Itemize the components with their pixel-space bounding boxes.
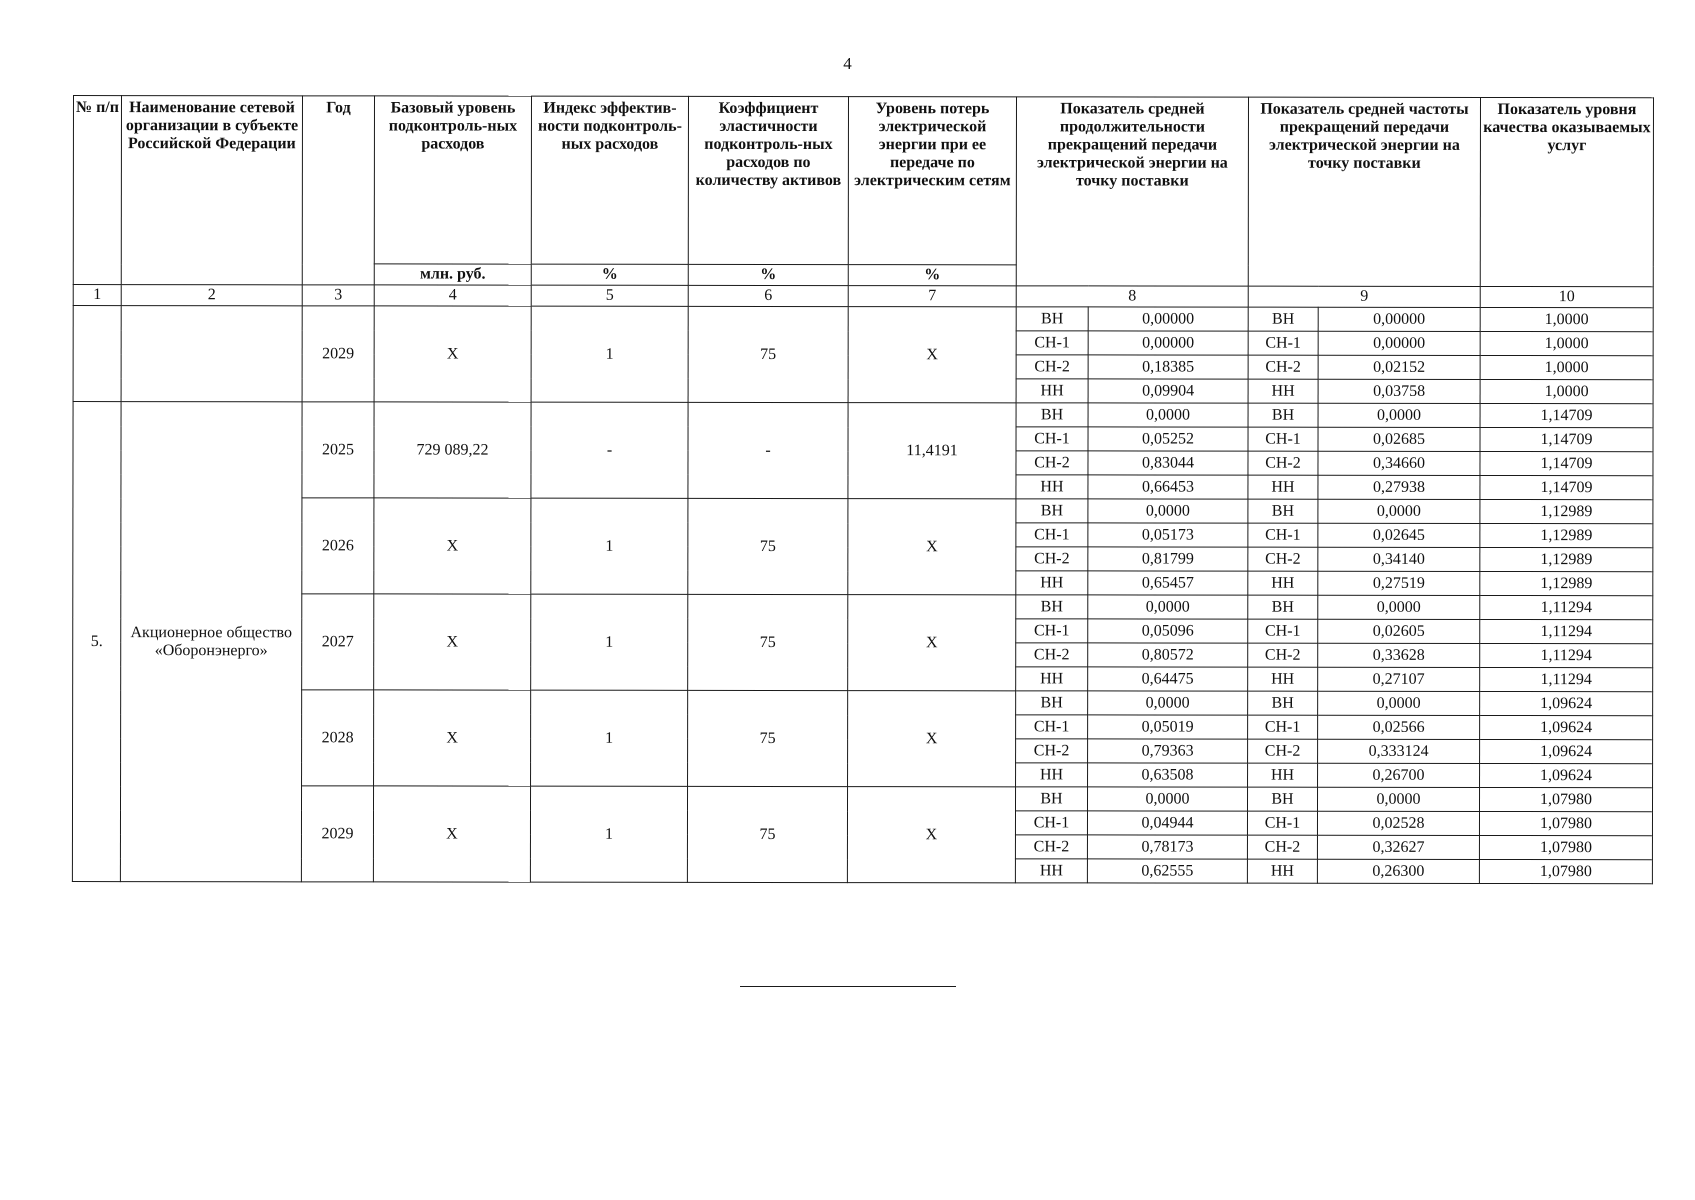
quality-value: 1,11294 [1480, 667, 1653, 691]
column-number: 8 [1016, 286, 1248, 307]
voltage-level: СН-2 [1248, 355, 1318, 379]
voltage-level: НН [1248, 571, 1318, 595]
voltage-level: СН-1 [1016, 427, 1088, 451]
efficiency-index-cell: 1 [530, 786, 687, 882]
voltage-level: СН-1 [1016, 331, 1088, 355]
year-cell: 2027 [302, 594, 374, 690]
duration-value: 0,0000 [1088, 403, 1248, 427]
voltage-level: СН-2 [1247, 835, 1317, 859]
efficiency-index-cell: 1 [531, 594, 688, 690]
duration-value: 0,09904 [1088, 379, 1248, 403]
year-cell: 2029 [301, 786, 373, 882]
duration-value: 0,80572 [1088, 643, 1248, 667]
table-row [73, 786, 1653, 812]
voltage-level: НН [1015, 859, 1087, 883]
frequency-value: 0,02685 [1318, 427, 1480, 451]
header-elasticity: Коэффициент эластичности подконтроль-ных расходов по количеству активов [688, 96, 848, 264]
voltage-level: СН-1 [1248, 619, 1318, 643]
losses-cell: X [848, 499, 1016, 595]
voltage-level: СН-2 [1248, 739, 1318, 763]
quality-value: 1,09624 [1480, 763, 1653, 787]
unit-efficiency-index: % [531, 264, 688, 285]
voltage-level: СН-1 [1015, 811, 1087, 835]
base-cost-cell: 729 089,22 [374, 402, 531, 498]
header-losses: Уровень потерь электрической энергии при ее передаче по электрическим сетям [848, 97, 1016, 265]
losses-cell: X [847, 787, 1015, 883]
quality-value: 1,11294 [1480, 643, 1653, 667]
voltage-level: СН-2 [1016, 451, 1088, 475]
voltage-level: НН [1016, 379, 1088, 403]
base-cost-cell: X [374, 690, 531, 786]
quality-value: 1,14709 [1480, 475, 1653, 499]
voltage-level: СН-2 [1016, 643, 1088, 667]
elasticity-cell: 75 [688, 306, 848, 402]
column-number: 1 [73, 285, 121, 306]
quality-value: 1,0000 [1480, 331, 1653, 355]
frequency-value: 0,33628 [1318, 643, 1480, 667]
column-number: 4 [374, 285, 531, 306]
elasticity-cell: 75 [688, 594, 848, 690]
voltage-level: ВН [1016, 499, 1088, 523]
frequency-value: 0,34140 [1318, 547, 1480, 571]
year-cell: 2028 [302, 690, 374, 786]
column-number: 10 [1480, 286, 1653, 307]
duration-value: 0,66453 [1088, 475, 1248, 499]
org-number-cell: 5. [72, 402, 121, 882]
year-cell: 2029 [302, 306, 374, 402]
column-number: 2 [121, 285, 302, 306]
voltage-level: НН [1016, 667, 1088, 691]
losses-cell: 11,4191 [848, 403, 1016, 499]
frequency-value: 0,0000 [1318, 691, 1480, 715]
table-row [73, 690, 1653, 716]
frequency-value: 0,0000 [1318, 787, 1480, 811]
voltage-level: НН [1016, 571, 1088, 595]
quality-value: 1,07980 [1480, 787, 1653, 811]
column-number: 7 [848, 286, 1016, 307]
frequency-value: 0,34660 [1318, 451, 1480, 475]
voltage-level: ВН [1248, 595, 1318, 619]
quality-value: 1,12989 [1480, 547, 1653, 571]
quality-value: 1,0000 [1480, 355, 1653, 379]
voltage-level: НН [1248, 379, 1318, 403]
voltage-level: ВН [1016, 307, 1088, 331]
quality-value: 1,09624 [1480, 739, 1653, 763]
base-cost-cell: X [374, 306, 531, 402]
duration-value: 0,0000 [1088, 691, 1248, 715]
quality-value: 1,12989 [1480, 523, 1653, 547]
quality-value: 1,12989 [1480, 571, 1653, 595]
duration-value: 0,63508 [1088, 763, 1248, 787]
voltage-level: НН [1248, 667, 1318, 691]
header-frequency-indicator: Показатель средней частоты прекращений передачи электрической энергии на точку поставки [1248, 97, 1480, 286]
duration-value: 0,18385 [1088, 355, 1248, 379]
base-cost-cell: X [374, 594, 531, 690]
unit-base-cost: млн. руб. [374, 264, 531, 285]
voltage-level: ВН [1016, 403, 1088, 427]
voltage-level: ВН [1016, 787, 1088, 811]
frequency-value: 0,02528 [1317, 811, 1479, 835]
quality-value: 1,07980 [1479, 835, 1652, 859]
voltage-level: СН-1 [1016, 715, 1088, 739]
duration-value: 0,00000 [1088, 331, 1248, 355]
voltage-level: НН [1247, 859, 1317, 883]
voltage-level: СН-2 [1248, 547, 1318, 571]
voltage-level: ВН [1016, 691, 1088, 715]
elasticity-cell: 75 [688, 498, 848, 594]
frequency-value: 0,32627 [1317, 835, 1479, 859]
voltage-level: НН [1016, 475, 1088, 499]
voltage-level: НН [1016, 763, 1088, 787]
header-efficiency-index: Индекс эффектив-ности подконтроль-ных расходов [531, 96, 688, 264]
page-number: 4 [843, 54, 852, 73]
losses-cell: X [848, 595, 1016, 691]
frequency-value: 0,26300 [1317, 859, 1479, 883]
voltage-level: СН-2 [1016, 355, 1088, 379]
duration-value: 0,0000 [1088, 595, 1248, 619]
voltage-level: СН-2 [1248, 451, 1318, 475]
frequency-value: 0,0000 [1318, 499, 1480, 523]
column-number: 6 [688, 285, 848, 306]
frequency-value: 0,02605 [1318, 619, 1480, 643]
efficiency-index-cell: 1 [531, 498, 688, 594]
voltage-level: ВН [1248, 307, 1318, 331]
table-row [73, 402, 1653, 428]
header-row [73, 96, 1653, 266]
unit-losses: % [848, 265, 1016, 286]
duration-value: 0,05252 [1088, 427, 1248, 451]
quality-value: 1,11294 [1480, 595, 1653, 619]
efficiency-index-cell: 1 [531, 306, 688, 402]
indicators-table [72, 95, 1654, 884]
quality-value: 1,14709 [1480, 427, 1653, 451]
year-cell: 2025 [302, 402, 374, 498]
org-name-cell: Акционерное общество «Оборонэнерго» [120, 402, 302, 882]
frequency-value: 0,00000 [1318, 307, 1480, 331]
duration-value: 0,78173 [1087, 835, 1247, 859]
quality-value: 1,12989 [1480, 499, 1653, 523]
quality-value: 1,07980 [1479, 859, 1652, 883]
quality-value: 1,0000 [1480, 379, 1653, 403]
voltage-level: СН-2 [1016, 547, 1088, 571]
voltage-level: СН-2 [1016, 739, 1088, 763]
frequency-value: 0,27107 [1318, 667, 1480, 691]
elasticity-cell: 75 [687, 786, 847, 882]
voltage-level: ВН [1248, 403, 1318, 427]
duration-value: 0,0000 [1088, 499, 1248, 523]
base-cost-cell: X [374, 498, 531, 594]
signature-line [740, 986, 956, 987]
frequency-value: 0,02152 [1318, 355, 1480, 379]
year-cell: 2026 [302, 498, 374, 594]
frequency-value: 0,26700 [1318, 763, 1480, 787]
quality-value: 1,14709 [1480, 451, 1653, 475]
losses-cell: X [848, 307, 1016, 403]
voltage-level: СН-2 [1248, 643, 1318, 667]
duration-value: 0,0000 [1088, 787, 1248, 811]
voltage-level: ВН [1016, 595, 1088, 619]
quality-value: 1,09624 [1480, 691, 1653, 715]
voltage-level: СН-1 [1016, 523, 1088, 547]
frequency-value: 0,27938 [1318, 475, 1480, 499]
table-row [73, 498, 1653, 524]
voltage-level: СН-1 [1248, 523, 1318, 547]
frequency-value: 0,00000 [1318, 331, 1480, 355]
duration-value: 0,05173 [1088, 523, 1248, 547]
duration-value: 0,64475 [1088, 667, 1248, 691]
quality-value: 1,0000 [1480, 307, 1653, 331]
frequency-value: 0,0000 [1318, 403, 1480, 427]
voltage-level: ВН [1248, 787, 1318, 811]
frequency-value: 0,27519 [1318, 571, 1480, 595]
duration-value: 0,79363 [1088, 739, 1248, 763]
column-number: 3 [302, 285, 374, 306]
voltage-level: НН [1248, 763, 1318, 787]
voltage-level: СН-1 [1248, 427, 1318, 451]
header-year: Год [302, 96, 374, 285]
quality-value: 1,14709 [1480, 403, 1653, 427]
duration-value: 0,81799 [1088, 547, 1248, 571]
losses-cell: X [848, 691, 1016, 787]
voltage-level: ВН [1248, 691, 1318, 715]
elasticity-cell: - [688, 402, 848, 498]
frequency-value: 0,333124 [1318, 739, 1480, 763]
header-organization: Наименование сетевой организации в субъекте Российской Федерации [121, 96, 302, 285]
voltage-level: НН [1248, 475, 1318, 499]
table-row [73, 594, 1653, 620]
frequency-value: 0,03758 [1318, 379, 1480, 403]
duration-value: 0,05019 [1088, 715, 1248, 739]
voltage-level: СН-1 [1248, 715, 1318, 739]
frequency-value: 0,02645 [1318, 523, 1480, 547]
efficiency-index-cell: - [531, 402, 688, 498]
quality-value: 1,09624 [1480, 715, 1653, 739]
unit-elasticity: % [688, 264, 848, 285]
prev-organization-cell [121, 306, 302, 402]
voltage-level: СН-1 [1247, 811, 1317, 835]
frequency-value: 0,02566 [1318, 715, 1480, 739]
elasticity-cell: 75 [688, 690, 848, 786]
header-base-cost: Базовый уровень подконтроль-ных расходов [374, 96, 531, 264]
duration-value: 0,00000 [1088, 307, 1248, 331]
voltage-level: ВН [1248, 499, 1318, 523]
duration-value: 0,05096 [1088, 619, 1248, 643]
efficiency-index-cell: 1 [531, 690, 688, 786]
duration-value: 0,62555 [1087, 859, 1247, 883]
header-duration-indicator: Показатель средней продолжительности прекращений передачи электрической энергии на точку поставки [1016, 97, 1248, 286]
prev-number-cell [73, 306, 121, 402]
header-number: № п/п [73, 96, 121, 285]
duration-value: 0,04944 [1087, 811, 1247, 835]
voltage-level: СН-1 [1016, 619, 1088, 643]
frequency-value: 0,0000 [1318, 595, 1480, 619]
header-quality-indicator: Показатель уровня качества оказываемых услуг [1480, 97, 1653, 286]
table-row [73, 306, 1653, 332]
duration-value: 0,65457 [1088, 571, 1248, 595]
voltage-level: СН-1 [1248, 331, 1318, 355]
duration-value: 0,83044 [1088, 451, 1248, 475]
column-number: 5 [531, 285, 688, 306]
column-number: 9 [1248, 286, 1480, 307]
voltage-level: СН-2 [1015, 835, 1087, 859]
quality-value: 1,07980 [1479, 811, 1652, 835]
column-number-row [73, 285, 1653, 308]
base-cost-cell: X [373, 786, 530, 882]
quality-value: 1,11294 [1480, 619, 1653, 643]
